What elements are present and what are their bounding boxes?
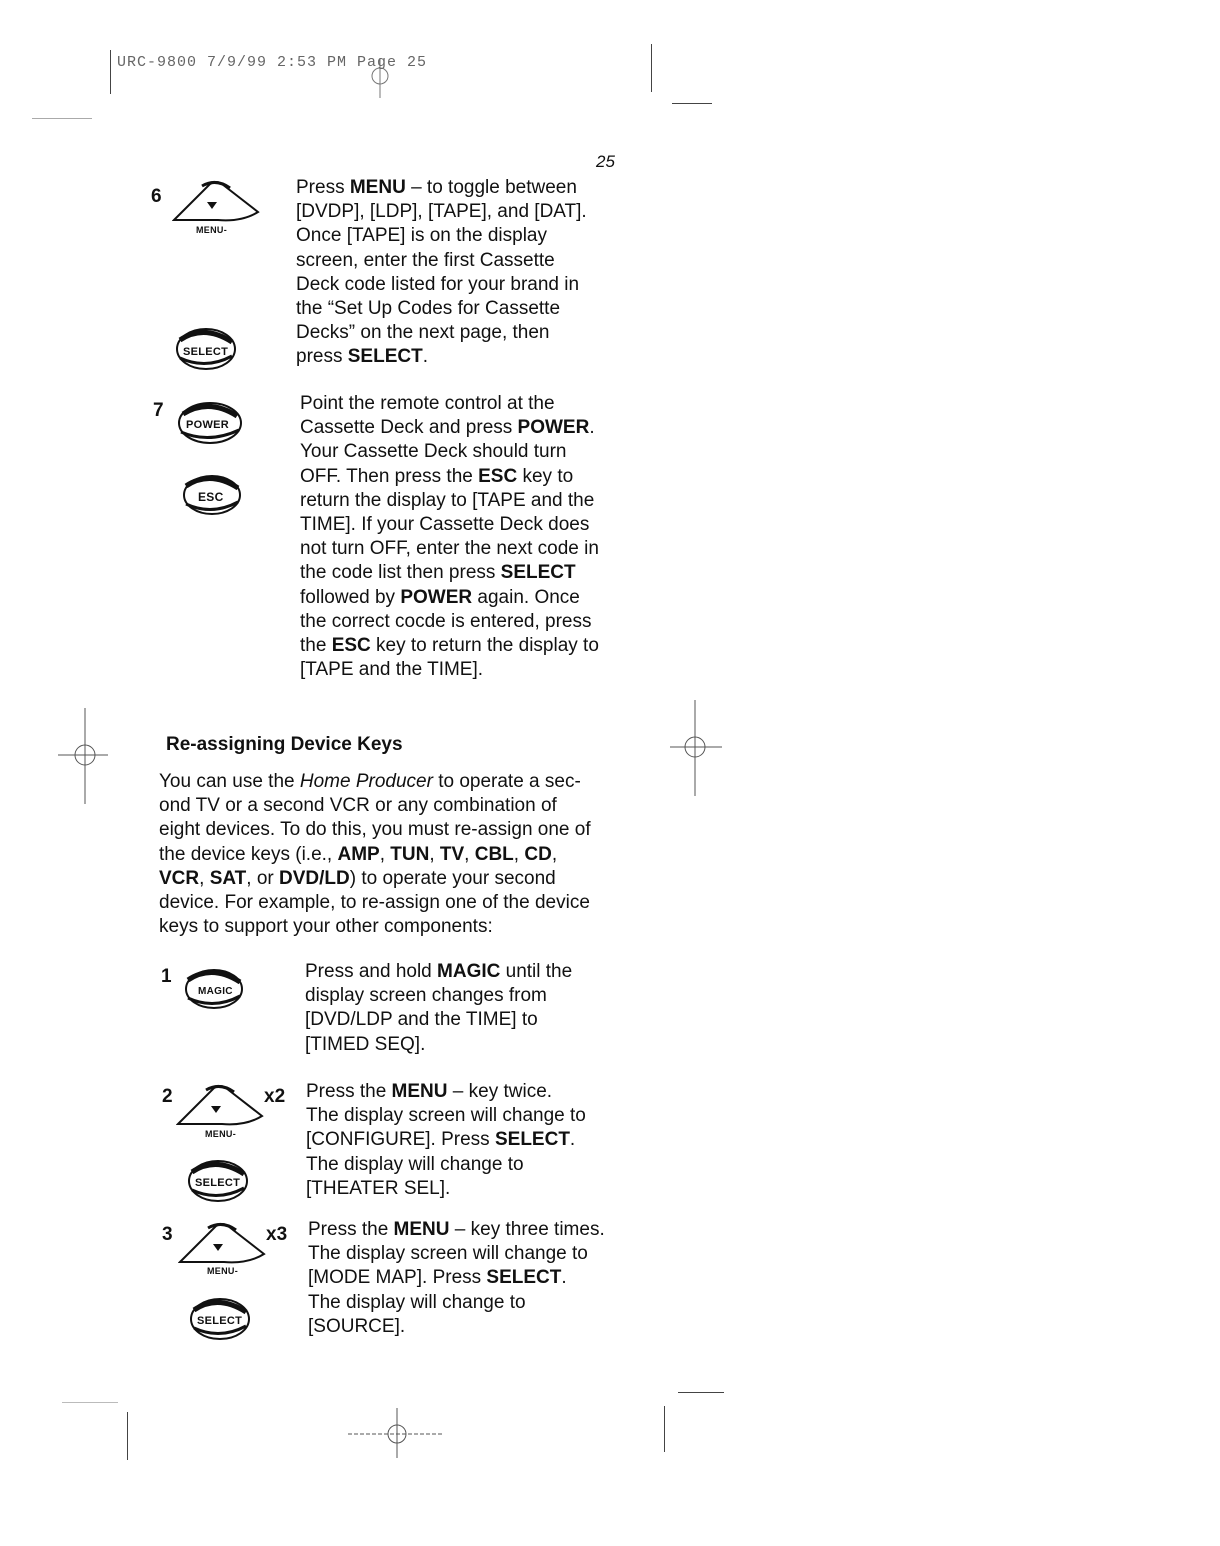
step-7-text [300, 392, 599, 682]
step-2-text [306, 1080, 586, 1201]
registration-mark [58, 708, 108, 804]
crop-mark [672, 103, 712, 104]
text-line: Cassette Deck and press POWER. [300, 417, 595, 439]
print-header: URC-9800 7/9/99 2:53 PM Page 25 [117, 54, 428, 71]
text-line: TIME]. If your Cassette Deck does [300, 514, 590, 536]
crop-mark [110, 50, 111, 94]
text-line: display screen changes from [305, 985, 547, 1007]
text-line: ond TV or a second VCR or any combination of [159, 795, 557, 817]
text-line: OFF. Then press the ESC key to [300, 465, 574, 487]
step-number: 2 [162, 1086, 173, 1107]
registration-mark [670, 700, 722, 796]
text-line: Your Cassette Deck should turn [300, 441, 567, 463]
text-line: The display screen will change to [308, 1243, 588, 1265]
step-number: 7 [153, 400, 164, 421]
text-line: [SOURCE]. [308, 1315, 406, 1337]
press-count: x3 [266, 1224, 288, 1245]
crop-mark [678, 1392, 724, 1393]
crop-mark [651, 44, 652, 92]
text-line: [DVD/LDP and the TIME] to [305, 1009, 538, 1031]
menu-key-icon [178, 1220, 268, 1264]
text-line: device. For example, to re-assign one of the device [159, 892, 590, 914]
text-line: screen, enter the first Cassette [296, 249, 555, 271]
press-count: x2 [264, 1086, 286, 1107]
text-line: The display will change to [306, 1153, 524, 1175]
step-3-text [308, 1218, 605, 1339]
crop-mark [127, 1412, 128, 1460]
text-line: press SELECT. [296, 346, 428, 368]
text-line: [TAPE and the TIME]. [300, 659, 484, 681]
text-line: [THEATER SEL]. [306, 1177, 451, 1199]
power-key-label: POWER [186, 419, 230, 431]
text-line: [CONFIGURE]. Press SELECT. [306, 1129, 576, 1151]
text-line: the code list then press SELECT [300, 562, 576, 584]
text-line: keys to support your other components: [159, 916, 493, 938]
text-line: Press the MENU – key twice. [306, 1081, 553, 1102]
registration-mark [348, 1408, 444, 1458]
text-line: The display will change to [308, 1291, 526, 1313]
text-line: Point the remote control at the [300, 393, 555, 414]
text-line: the device keys (i.e., AMP, TUN, TV, CBL, CD, [159, 843, 558, 865]
crop-mark [32, 118, 92, 119]
menu-key-label: MENU- [196, 225, 227, 235]
text-line: the “Set Up Codes for Cassette [296, 298, 561, 320]
text-line: Once [TAPE] is on the display [296, 225, 547, 247]
crop-mark [664, 1406, 665, 1452]
magic-key-label: MAGIC [198, 986, 233, 997]
menu-key-icon [172, 178, 262, 222]
text-line: Deck code listed for your brand in [296, 273, 580, 295]
text-line: the ESC key to return the display to [300, 635, 599, 657]
text-line: followed by POWER again. Once [300, 586, 580, 608]
text-line: Decks” on the next page, then [296, 322, 550, 344]
text-line: Press and hold MAGIC until the [305, 961, 573, 982]
crop-mark [62, 1402, 118, 1403]
select-key-label: SELECT [183, 346, 229, 358]
text-line: [DVDP], [LDP], [TAPE], and [DAT]. [296, 201, 587, 223]
step-1-text [305, 960, 572, 1057]
text-line: return the display to [TAPE and the [300, 489, 595, 511]
menu-key-label: MENU- [205, 1129, 236, 1139]
step-number: 1 [161, 966, 172, 987]
page-number: 25 [596, 152, 615, 171]
section-intro [159, 770, 591, 939]
esc-key-label: ESC [198, 490, 224, 504]
step-number: 3 [162, 1224, 173, 1245]
section-title: Re-assigning Device Keys [166, 734, 403, 755]
step-6-text [296, 176, 587, 370]
text-line: not turn OFF, enter the next code in [300, 538, 599, 560]
text-line: VCR, SAT, or DVD/LD) to operate your second [159, 867, 556, 889]
select-key-label: SELECT [197, 1315, 243, 1327]
text-line: [TIMED SEQ]. [305, 1033, 426, 1055]
text-line: Press the MENU – key three times. [308, 1219, 605, 1240]
text-line: The display screen will change to [306, 1105, 586, 1127]
text-line: eight devices. To do this, you must re-assign one of [159, 819, 591, 841]
text-line: the correct cocde is entered, press [300, 610, 592, 632]
text-line: [MODE MAP]. Press SELECT. [308, 1267, 567, 1289]
text-line: You can use the Home Producer to operate a sec- [159, 771, 581, 792]
select-key-label: SELECT [195, 1177, 241, 1189]
menu-key-label: MENU- [207, 1266, 238, 1276]
step-number: 6 [151, 186, 162, 207]
text-line: Press MENU – to toggle between [296, 177, 577, 198]
menu-key-icon [176, 1082, 266, 1126]
